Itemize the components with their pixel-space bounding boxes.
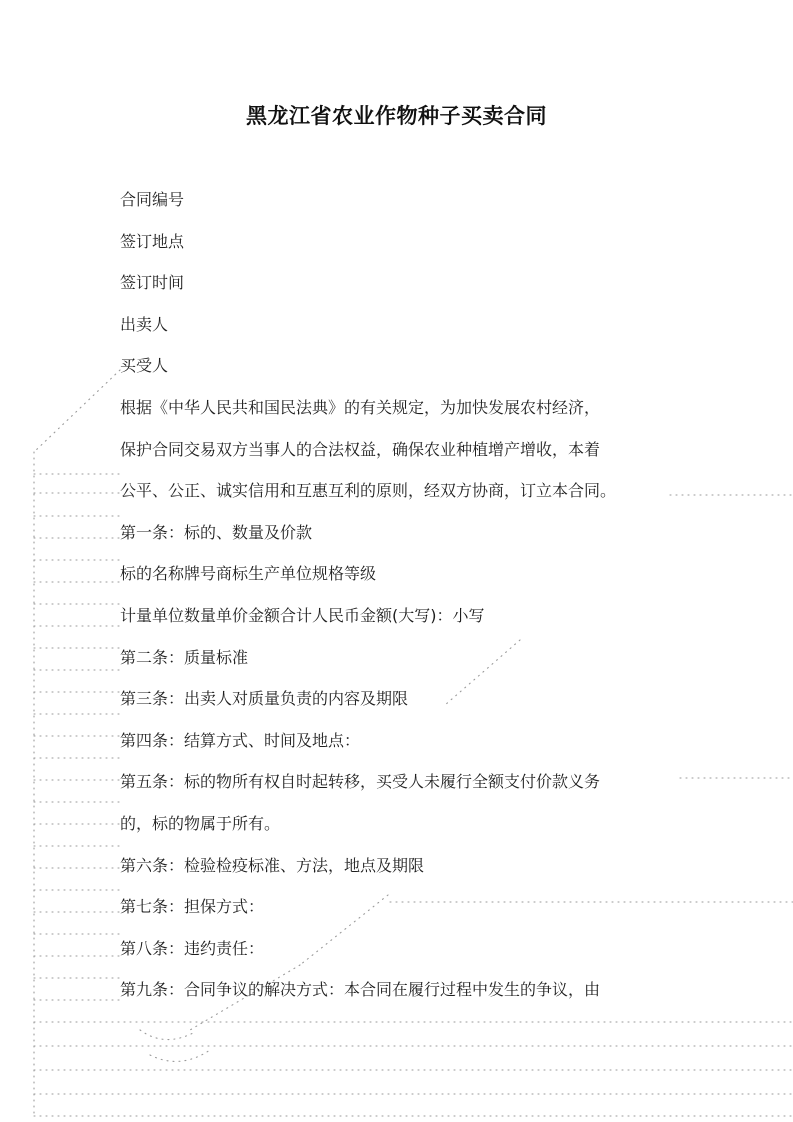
article-2: 第二条：质量标准 [120, 647, 249, 667]
article-1-columns-1: 标的名称牌号商标生产单位规格等级 [120, 564, 377, 584]
preamble-line-3: 公平、公正、诚实信用和互惠互利的原则，经双方协商，订立本合同。 [120, 481, 617, 501]
field-seller: 出卖人 [120, 314, 169, 334]
field-signing-place: 签订地点 [120, 231, 185, 251]
article-4: 第四条：结算方式、时间及地点： [120, 730, 361, 750]
article-6: 第六条：检验检疫标准、方法，地点及期限 [120, 855, 425, 875]
article-7: 第七条：担保方式： [120, 897, 265, 917]
article-1-heading: 第一条：标的、数量及价款 [120, 522, 313, 542]
article-9-line-1: 第九条：合同争议的解决方式：本合同在履行过程中发生的争议，由 [120, 980, 601, 1000]
contract-body [120, 184, 690, 1016]
article-8: 第八条：违约责任： [120, 938, 265, 958]
article-1-columns-2: 计量单位数量单价金额合计人民币金额(大写)：小写 [120, 605, 485, 625]
preamble-line-2: 保护合同交易双方当事人的合法权益，确保农业种植增产增收，本着 [120, 439, 601, 459]
article-5-line-1: 第五条：标的物所有权自时起转移，买受人未履行全额支付价款义务 [120, 772, 601, 792]
field-buyer: 买受人 [120, 356, 169, 376]
field-signing-time: 签订时间 [120, 273, 185, 293]
document-title: 黑龙江省农业作物种子买卖合同 [246, 104, 547, 128]
field-contract-number: 合同编号 [120, 190, 185, 209]
article-3: 第三条：出卖人对质量负责的内容及期限 [120, 689, 409, 709]
preamble-line-1: 根据《中华人民共和国民法典》的有关规定，为加快发展农村经济， [120, 397, 601, 417]
article-5-line-2: 的，标的物属于所有。 [120, 813, 281, 833]
